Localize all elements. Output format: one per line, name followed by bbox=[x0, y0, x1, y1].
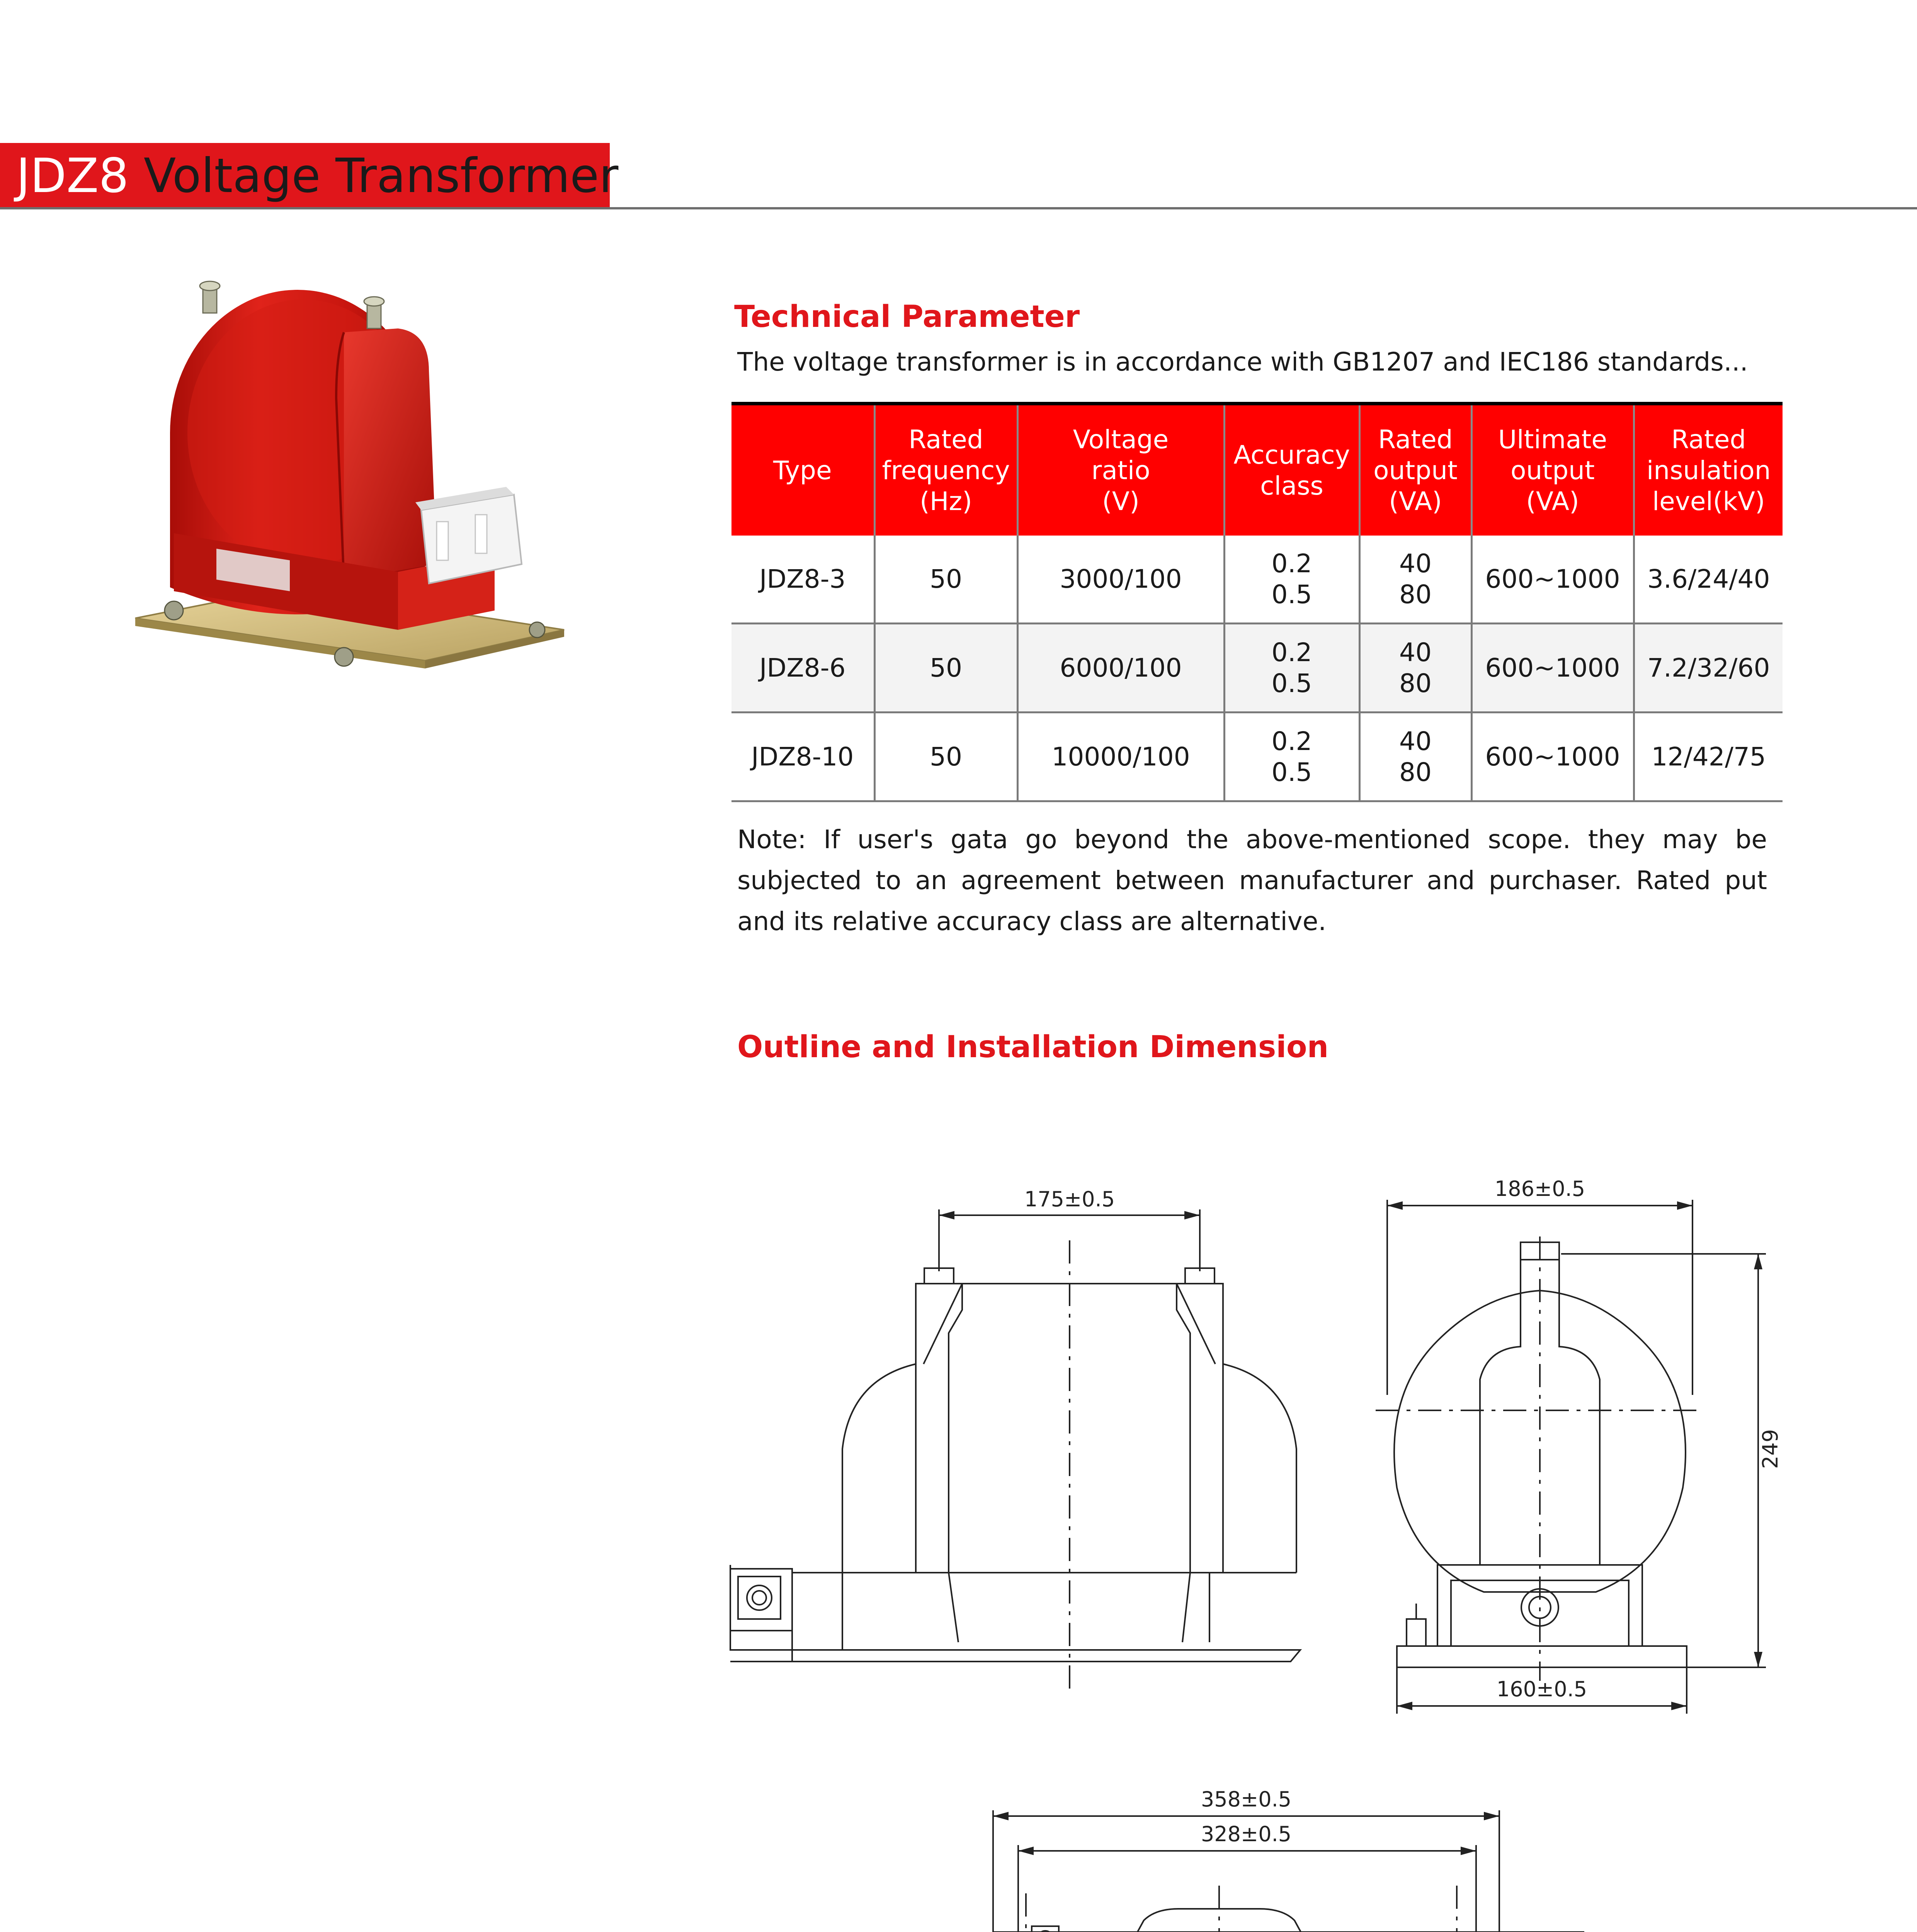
cell-accuracy: 0.2 0.5 bbox=[1224, 624, 1359, 713]
standards-intro: The voltage transformer is in accordance with GB1207 and IEC186 standards... bbox=[737, 347, 1748, 377]
cell-rated-output: 40 80 bbox=[1359, 713, 1471, 801]
column-header-ultimate-output: Ultimate output (VA) bbox=[1471, 404, 1634, 536]
cell-frequency: 50 bbox=[874, 536, 1017, 624]
top-view-drawing bbox=[958, 1777, 1623, 1932]
side-view-drawing bbox=[1368, 1179, 1793, 1735]
cell-ultimate-output: 600~1000 bbox=[1471, 624, 1634, 713]
cell-voltage-ratio: 10000/100 bbox=[1017, 713, 1224, 801]
column-header-accuracy: Accuracy class bbox=[1224, 404, 1359, 536]
column-header-rated-output: Rated output (VA) bbox=[1359, 404, 1471, 536]
cell-rated-output: 40 80 bbox=[1359, 624, 1471, 713]
cell-frequency: 50 bbox=[874, 624, 1017, 713]
top-dim-358: 358±0.5 bbox=[1201, 1787, 1292, 1811]
cell-insulation: 3.6/24/40 bbox=[1634, 536, 1783, 624]
product-name: Voltage Transformer bbox=[143, 148, 619, 203]
cell-accuracy: 0.2 0.5 bbox=[1224, 713, 1359, 801]
column-header-frequency: Rated frequency (Hz) bbox=[874, 404, 1017, 536]
side-dim-186: 186±0.5 bbox=[1494, 1179, 1585, 1201]
table-row bbox=[731, 536, 1783, 624]
cell-ultimate-output: 600~1000 bbox=[1471, 713, 1634, 801]
cell-rated-output: 40 80 bbox=[1359, 536, 1471, 624]
technical-parameter-heading: Technical Parameter bbox=[734, 299, 1080, 334]
front-dim-175: 175±0.5 bbox=[1024, 1187, 1115, 1211]
parameter-table bbox=[731, 402, 1783, 802]
column-header-voltage-ratio: Voltage ratio (V) bbox=[1017, 404, 1224, 536]
cell-frequency: 50 bbox=[874, 713, 1017, 801]
cell-accuracy: 0.2 0.5 bbox=[1224, 536, 1359, 624]
note-paragraph: Note: If user's gata go beyond the above-mentioned scope. they may be subjected to an agreement between manufacturer and purchaser. Rated put and its relative accuracy class are alternative. bbox=[737, 825, 1767, 936]
table-header-row bbox=[731, 404, 1783, 536]
cell-voltage-ratio: 6000/100 bbox=[1017, 624, 1224, 713]
cell-type: JDZ8-3 bbox=[731, 536, 874, 624]
front-view-drawing bbox=[726, 1179, 1325, 1719]
header-divider bbox=[0, 207, 1917, 209]
cell-ultimate-output: 600~1000 bbox=[1471, 536, 1634, 624]
cell-voltage-ratio: 3000/100 bbox=[1017, 536, 1224, 624]
table-row bbox=[731, 713, 1783, 801]
cell-insulation: 12/42/75 bbox=[1634, 713, 1783, 801]
side-dim-160: 160±0.5 bbox=[1496, 1677, 1587, 1701]
side-dim-249: 249 bbox=[1758, 1429, 1783, 1469]
product-photo bbox=[128, 270, 583, 680]
cell-type: JDZ8-6 bbox=[731, 624, 874, 713]
model-name: JDZ8 bbox=[16, 148, 129, 203]
column-header-insulation: Rated insulation level(kV) bbox=[1634, 404, 1783, 536]
cell-insulation: 7.2/32/60 bbox=[1634, 624, 1783, 713]
top-dim-328: 328±0.5 bbox=[1201, 1822, 1292, 1846]
column-header-type: Type bbox=[731, 404, 874, 536]
cell-type: JDZ8-10 bbox=[731, 713, 874, 801]
outline-heading: Outline and Installation Dimension bbox=[737, 1030, 1329, 1065]
table-row bbox=[731, 624, 1783, 713]
page-title bbox=[16, 147, 618, 205]
